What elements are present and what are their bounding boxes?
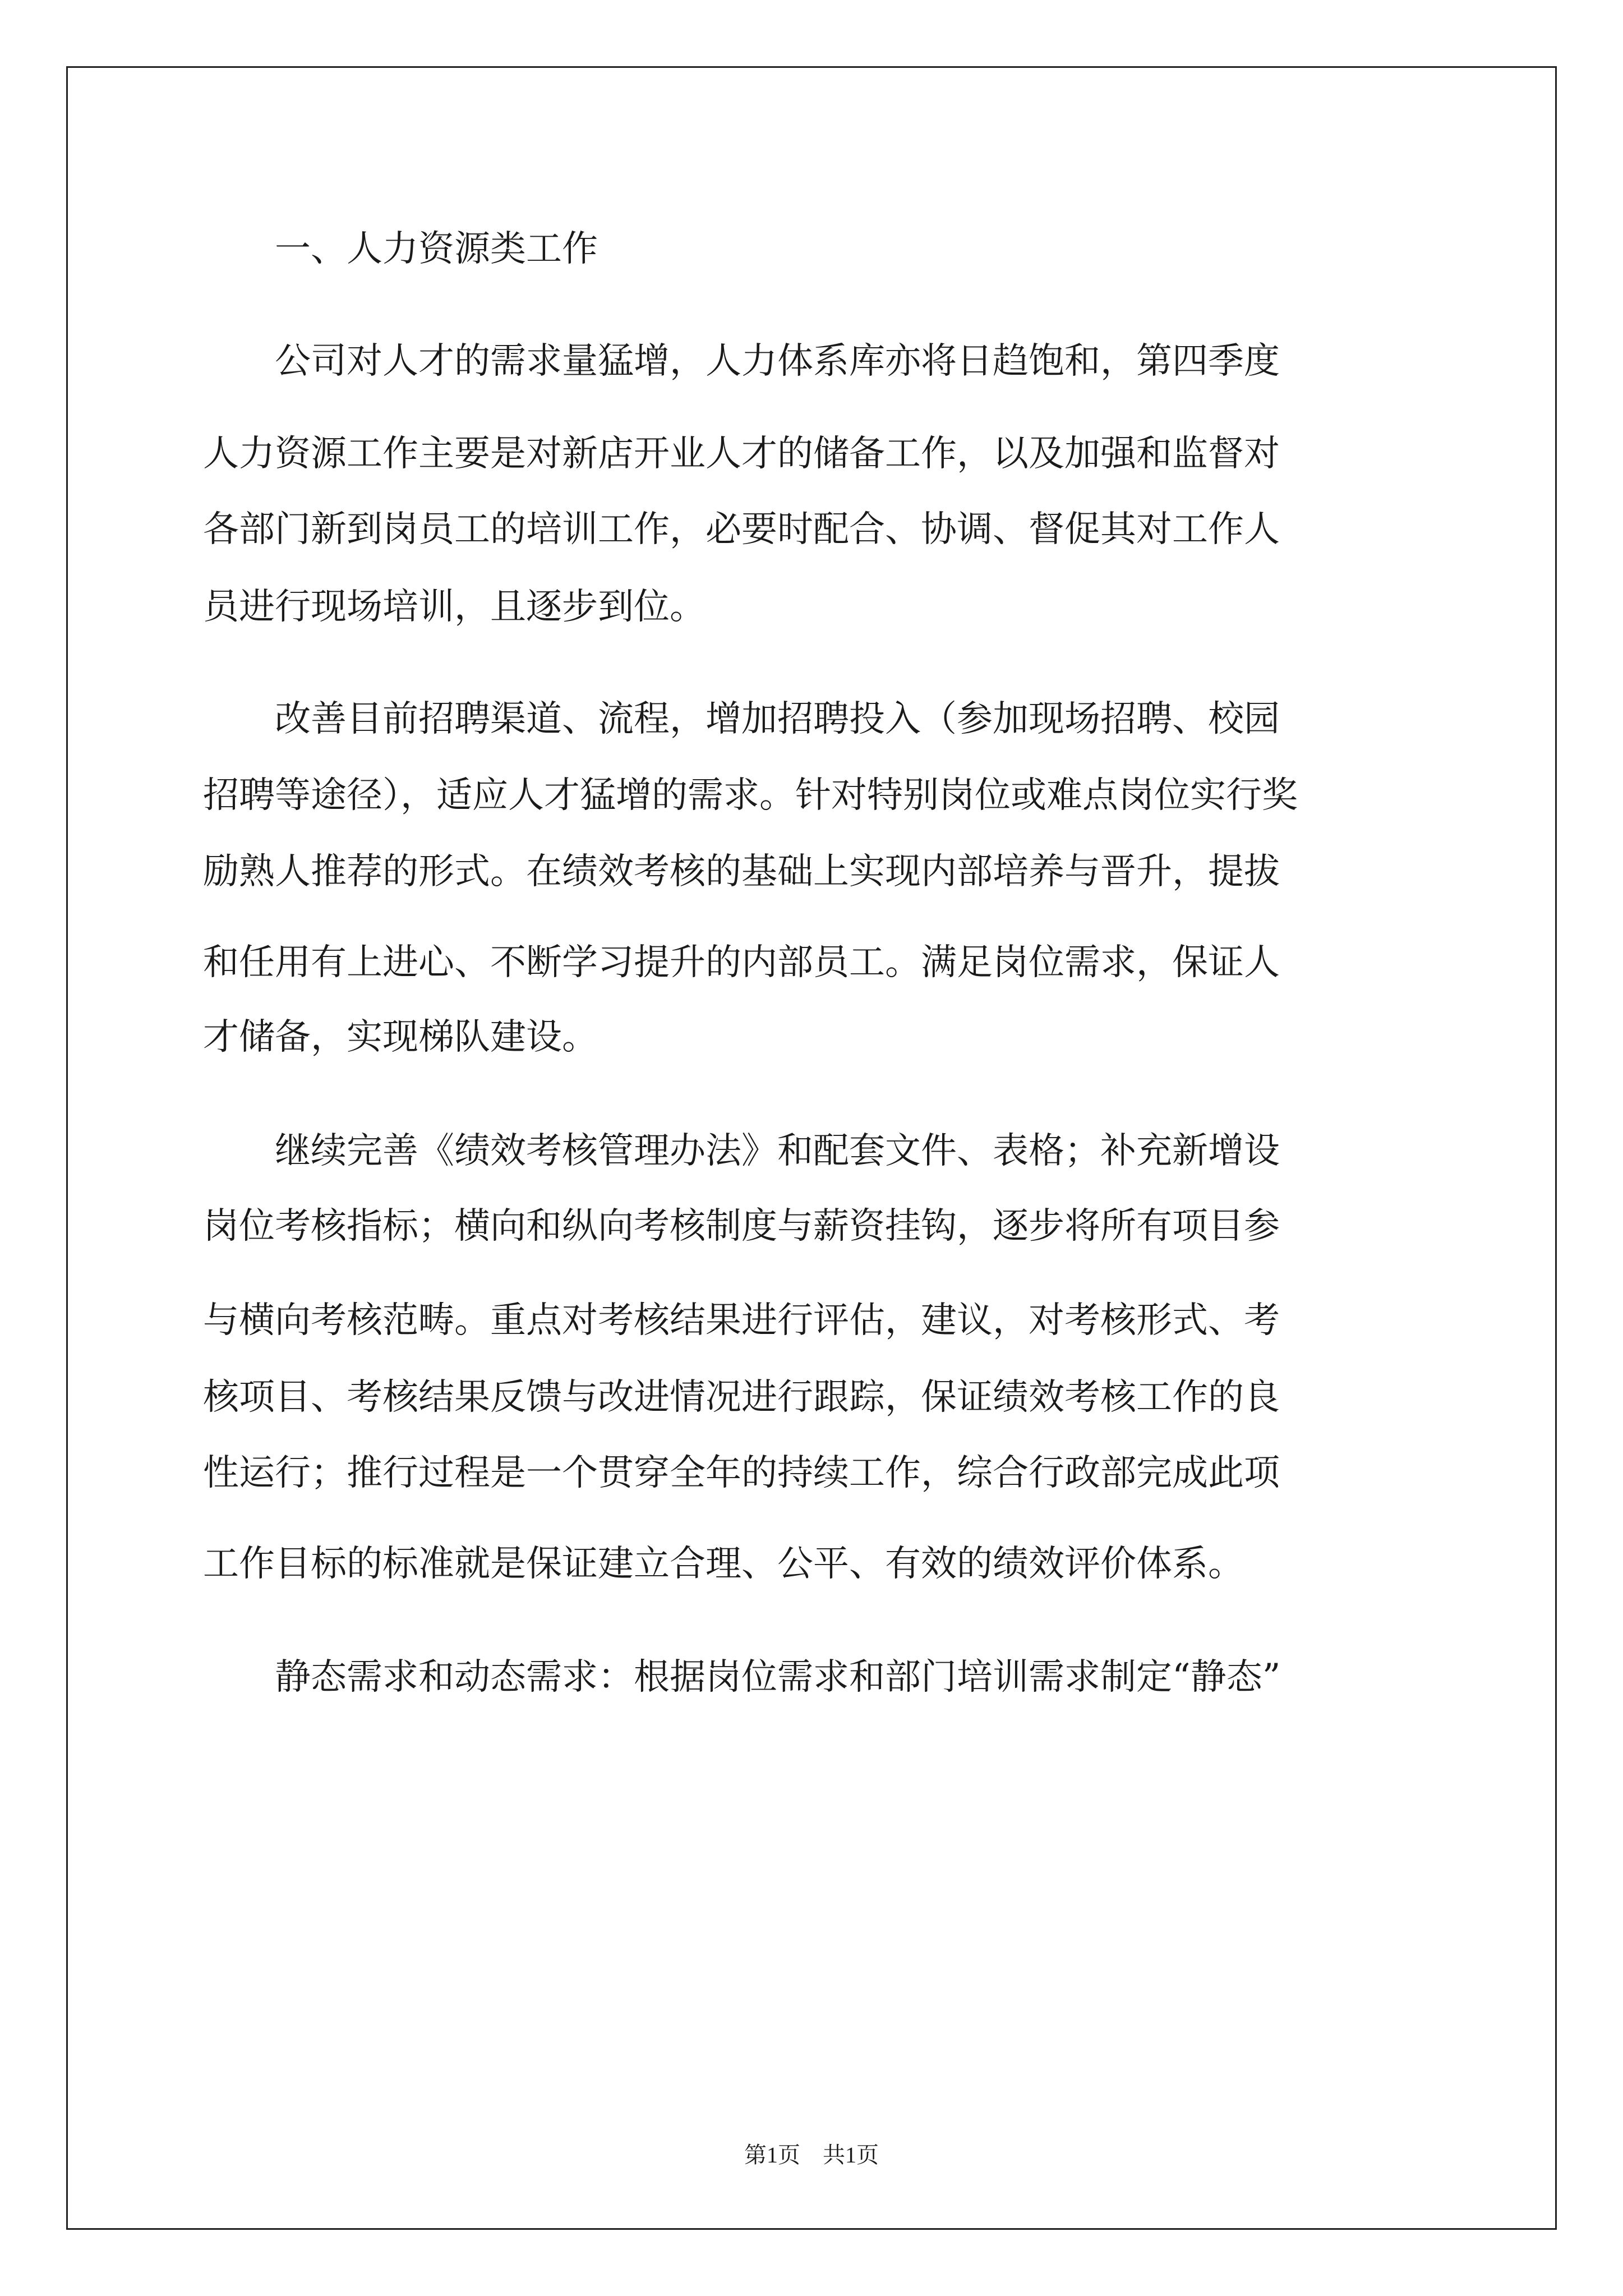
body-line: 人力资源工作主要是对新店开业人才的储备工作，以及加强和监督对 bbox=[203, 433, 1280, 475]
body-line: 才储备，实现梯队建设。 bbox=[203, 1016, 598, 1058]
body-line: 招聘等途径），适应人才猛增的需求。针对特别岗位或难点岗位实行奖 bbox=[203, 775, 1298, 816]
body-line: 与横向考核范畴。重点对考核结果进行评估，建议，对考核形式、考 bbox=[203, 1300, 1280, 1341]
body-line: 各部门新到岗员工的培训工作，必要时配合、协调、督促其对工作人 bbox=[203, 509, 1280, 550]
body-line: 员进行现场培训，且逐步到位。 bbox=[203, 586, 706, 628]
body-line: 和任用有上进心、不断学习提升的内部员工。满足岗位需求，保证人 bbox=[203, 942, 1280, 983]
body-line: 性运行；推行过程是一个贯穿全年的持续工作，综合行政部完成此项 bbox=[203, 1452, 1280, 1494]
body-line: 岗位考核指标；横向和纵向考核制度与薪资挂钩，逐步将所有项目参 bbox=[203, 1205, 1280, 1247]
body-line: 核项目、考核结果反馈与改进情况进行跟踪，保证绩效考核工作的良 bbox=[203, 1377, 1280, 1418]
section-heading: 一、人力资源类工作 bbox=[203, 228, 598, 270]
body-line: 工作目标的标准就是保证建立合理、公平、有效的绩效评价体系。 bbox=[203, 1543, 1244, 1585]
body-line: 继续完善《绩效考核管理办法》和配套文件、表格；补充新增设 bbox=[203, 1130, 1280, 1172]
page-number-footer: 第1页 共1页 bbox=[744, 2142, 879, 2168]
body-line: 改善目前招聘渠道、流程，增加招聘投入（参加现场招聘、校园 bbox=[203, 698, 1280, 740]
body-line: 公司对人才的需求量猛增，人力体系库亦将日趋饱和，第四季度 bbox=[203, 341, 1280, 382]
body-line: 励熟人推荐的形式。在绩效考核的基础上实现内部培养与晋升，提拔 bbox=[203, 851, 1280, 892]
body-line: 静态需求和动态需求：根据岗位需求和部门培训需求制定“静态” bbox=[203, 1657, 1281, 1698]
